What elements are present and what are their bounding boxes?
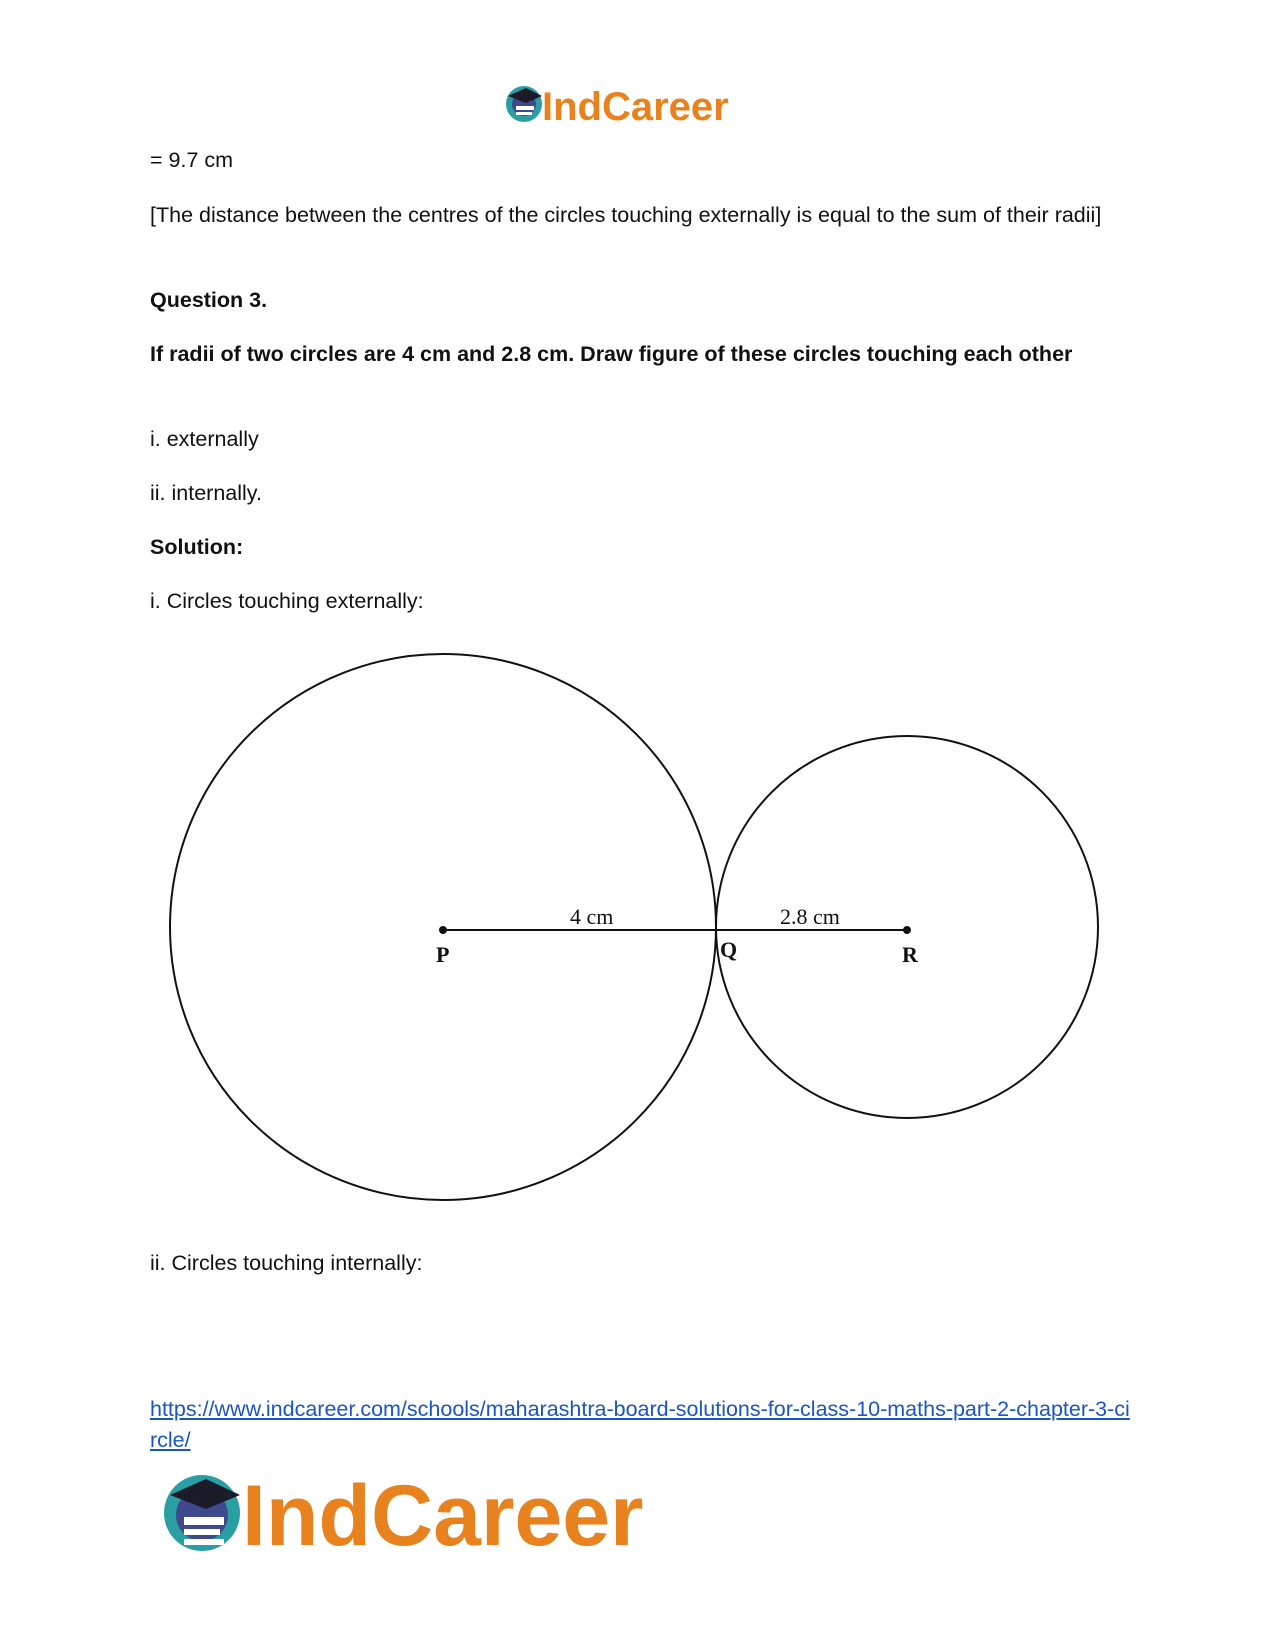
radius-label-2-8cm: 2.8 cm bbox=[780, 904, 840, 929]
note-paragraph: [The distance between the centres of the circles touching externally is equal to the sum of their radii] bbox=[150, 203, 1102, 227]
point-r-dot bbox=[903, 926, 911, 934]
logo-text: IndCareer bbox=[242, 1468, 644, 1560]
point-p-label: P bbox=[436, 942, 450, 967]
option-internally: ii. internally. bbox=[150, 481, 262, 505]
indcareer-logo-top bbox=[502, 78, 782, 130]
question-text: If radii of two circles are 4 cm and 2.8 cm. Draw figure of these circles touching each other bbox=[150, 342, 1073, 366]
logo-text: IndCareer bbox=[542, 85, 729, 129]
radius-label-4cm: 4 cm bbox=[570, 904, 614, 929]
option-externally: i. externally bbox=[150, 427, 259, 451]
source-link[interactable]: https://www.indcareer.com/schools/maharashtra-board-solutions-for-class-10-maths-part-2-chapter-3-circle/ bbox=[150, 1397, 1130, 1452]
part-internally-label: ii. Circles touching internally: bbox=[150, 1251, 423, 1275]
point-r-label: R bbox=[902, 942, 918, 967]
indcareer-logo-bottom bbox=[160, 1465, 700, 1560]
result-line: = 9.7 cm bbox=[150, 148, 234, 172]
graduation-cap-icon bbox=[164, 1475, 240, 1551]
point-p-dot bbox=[439, 926, 447, 934]
circles-touching-externally-figure bbox=[150, 650, 1120, 1230]
graduation-cap-icon bbox=[506, 86, 542, 122]
question-heading: Question 3. bbox=[150, 288, 268, 312]
point-q-label: Q bbox=[720, 937, 738, 962]
part-externally-label: i. Circles touching externally: bbox=[150, 589, 424, 613]
solution-heading: Solution: bbox=[150, 535, 244, 559]
